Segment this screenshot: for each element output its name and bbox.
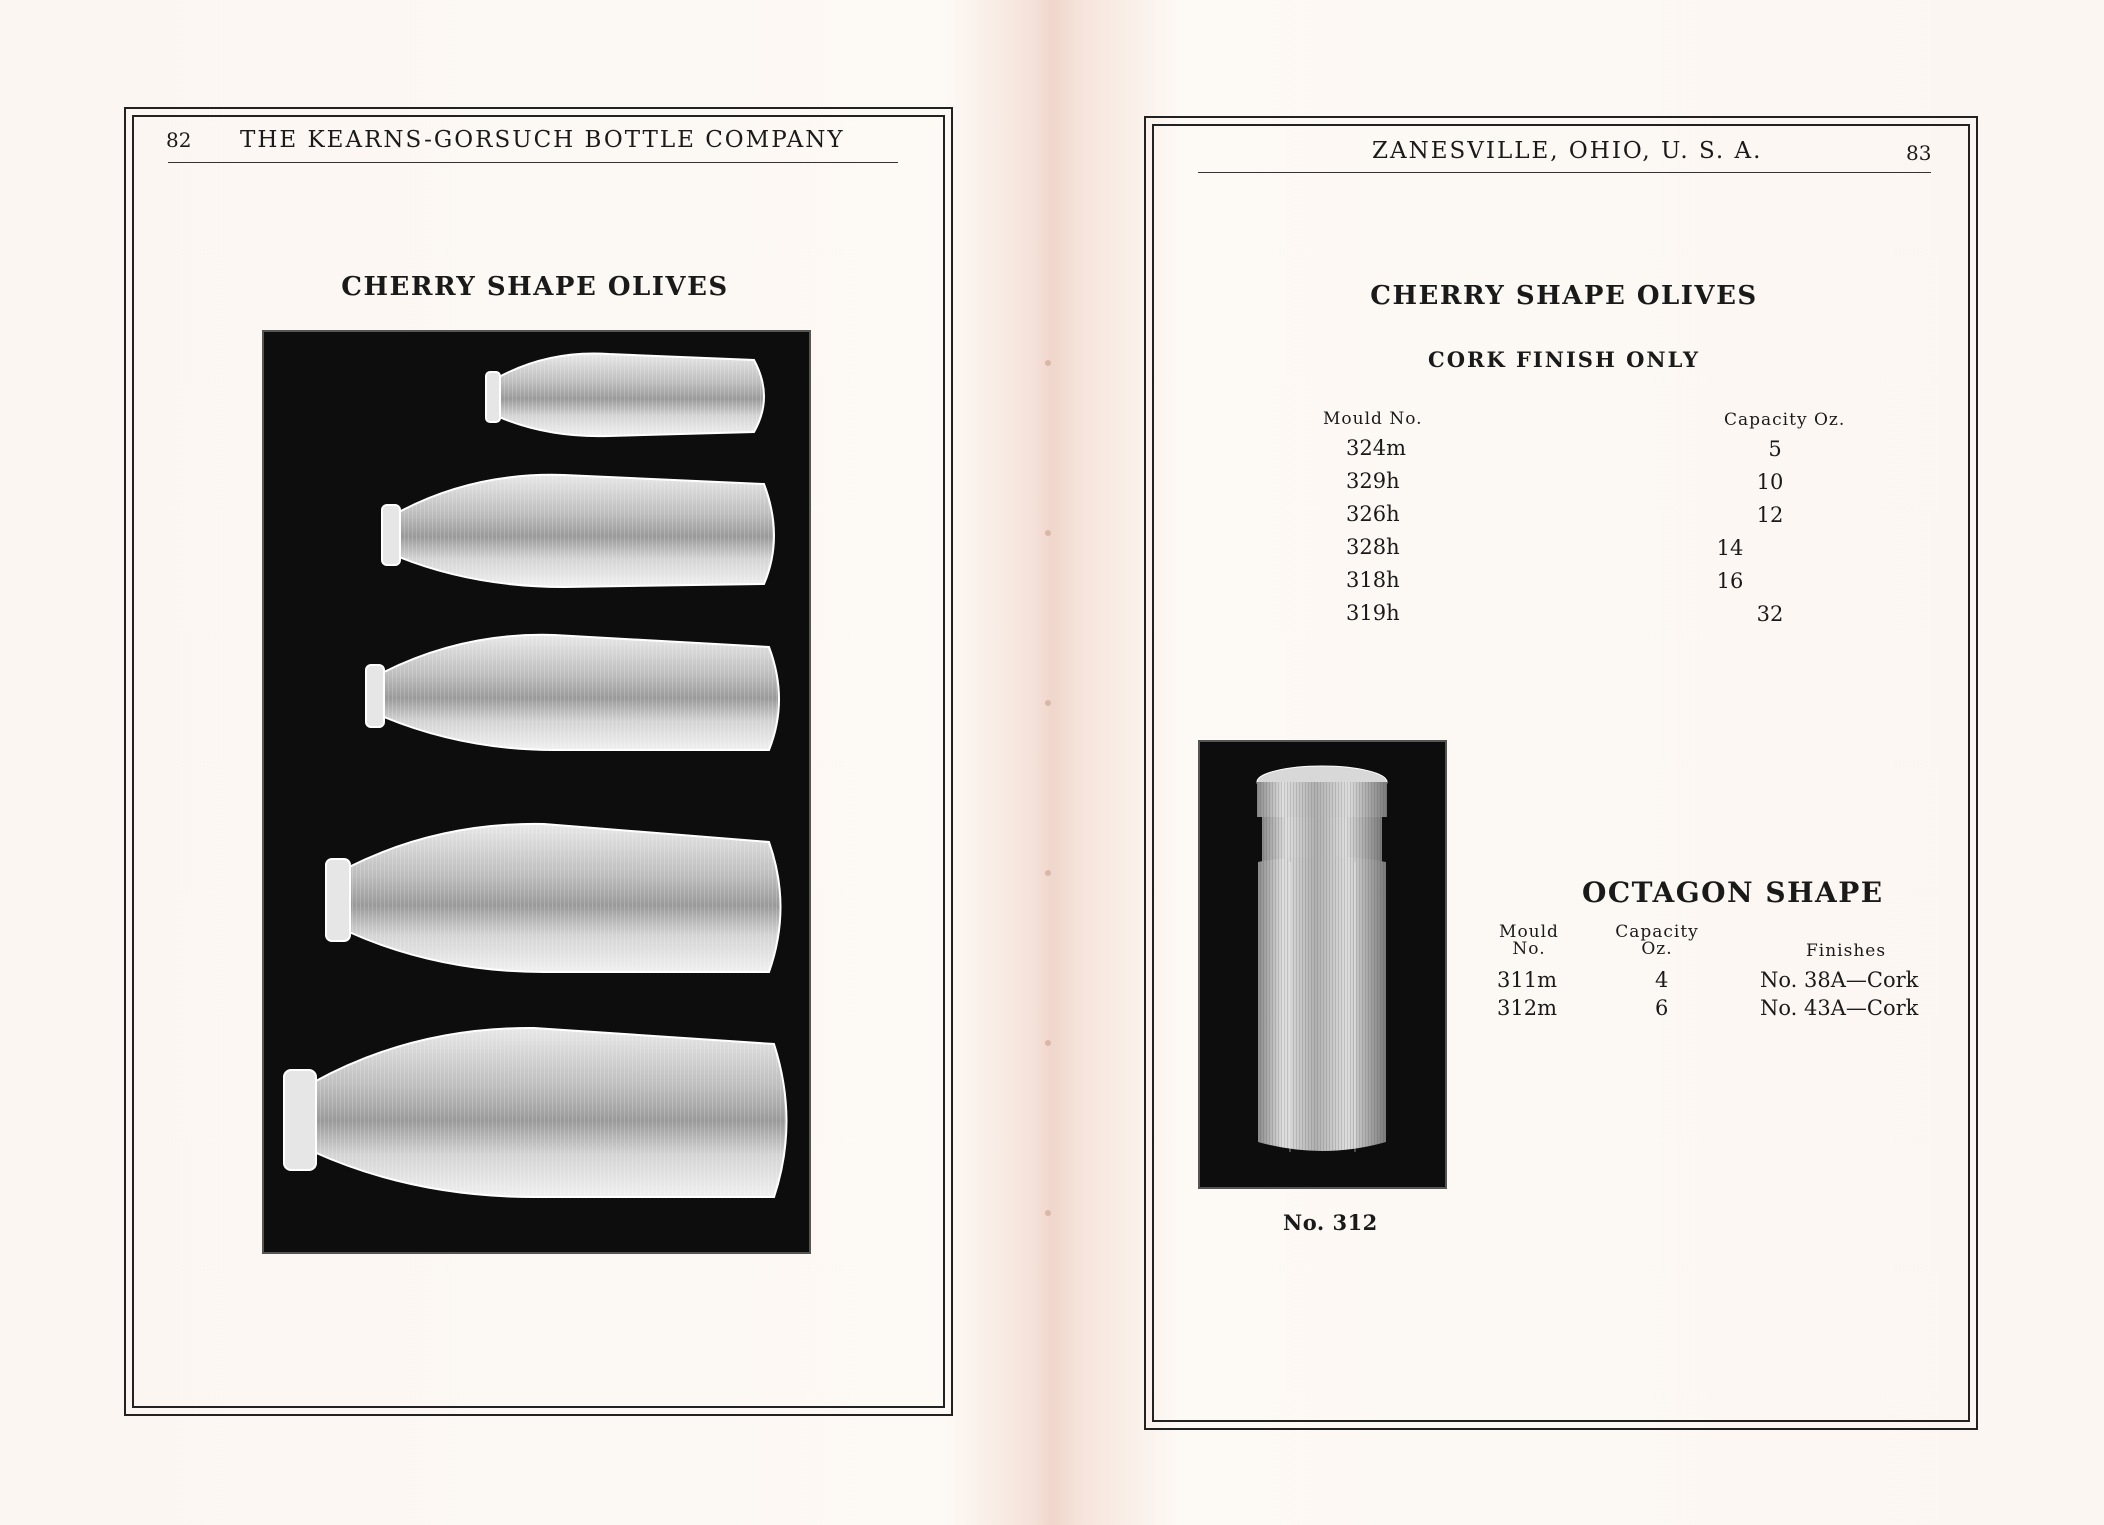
- col-mould-header: Mould No.: [1323, 409, 1423, 429]
- cherry-bottles-illustration: [264, 332, 809, 1252]
- finish-cell: No. 38A—Cork: [1760, 968, 1919, 992]
- capacity-cell: 16: [1716, 569, 1744, 593]
- octagon-col-mould-line1: Mould: [1499, 922, 1559, 942]
- binding-hole: [1045, 700, 1051, 706]
- mould-cell: 311m: [1497, 968, 1557, 992]
- cherry-table-subtitle: CORK FINISH ONLY: [1428, 347, 1700, 372]
- capacity-cell: 5: [1768, 437, 1782, 461]
- octagon-photo-caption: No. 312: [1283, 1210, 1378, 1235]
- mould-cell: 329h: [1346, 469, 1400, 493]
- mould-cell: 324m: [1346, 436, 1406, 460]
- capacity-cell: 14: [1716, 536, 1744, 560]
- finish-cell: No. 43A—Cork: [1760, 996, 1919, 1020]
- octagon-col-finishes-header: Finishes: [1806, 941, 1887, 961]
- capacity-cell: 12: [1756, 503, 1784, 527]
- octagon-jar-illustration: [1200, 742, 1445, 1187]
- right-running-head: ZANESVILLE, OHIO, U. S. A.: [1372, 138, 1763, 164]
- binding-hole: [1045, 870, 1051, 876]
- bottle-3: [366, 635, 779, 750]
- left-running-head: THE KEARNS-GORSUCH BOTTLE COMPANY: [240, 127, 845, 153]
- mould-cell: 326h: [1346, 502, 1400, 526]
- bottle-5: [284, 1028, 787, 1197]
- bottle-4: [326, 824, 781, 972]
- capacity-cell: 4: [1655, 968, 1669, 992]
- right-page-number: 83: [1906, 141, 1932, 165]
- capacity-cell: 10: [1756, 470, 1784, 494]
- capacity-cell: 32: [1756, 602, 1784, 626]
- binding-hole: [1045, 530, 1051, 536]
- bottle-1: [486, 353, 764, 436]
- binding-hole: [1045, 360, 1051, 366]
- bottle-2: [382, 475, 774, 587]
- col-capacity-header: Capacity Oz.: [1724, 410, 1846, 430]
- octagon-col-mould-header: [1497, 924, 1561, 958]
- mould-cell: 318h: [1346, 568, 1400, 592]
- cherry-table-title: CHERRY SHAPE OLIVES: [1370, 281, 1758, 311]
- left-page-number: 82: [166, 128, 192, 152]
- mould-cell: 319h: [1346, 601, 1400, 625]
- mould-cell: 312m: [1497, 996, 1557, 1020]
- cherry-bottles-photo: [262, 330, 811, 1254]
- capacity-cell: 6: [1655, 996, 1669, 1020]
- left-head-rule: [168, 162, 898, 163]
- octagon-col-capacity-header: [1612, 924, 1702, 958]
- binding-hole: [1045, 1040, 1051, 1046]
- right-head-rule: [1198, 172, 1931, 173]
- octagon-table-title: OCTAGON SHAPE: [1582, 876, 1884, 909]
- binding-hole: [1045, 1210, 1051, 1216]
- octagon-jar-photo: [1198, 740, 1447, 1189]
- left-page-title: CHERRY SHAPE OLIVES: [341, 272, 729, 302]
- mould-cell: 328h: [1346, 535, 1400, 559]
- octagon-col-mould-line2: No.: [1512, 939, 1546, 959]
- octagon-col-capacity-line2: Oz.: [1641, 939, 1673, 959]
- octagon-col-capacity-line1: Capacity: [1615, 922, 1699, 942]
